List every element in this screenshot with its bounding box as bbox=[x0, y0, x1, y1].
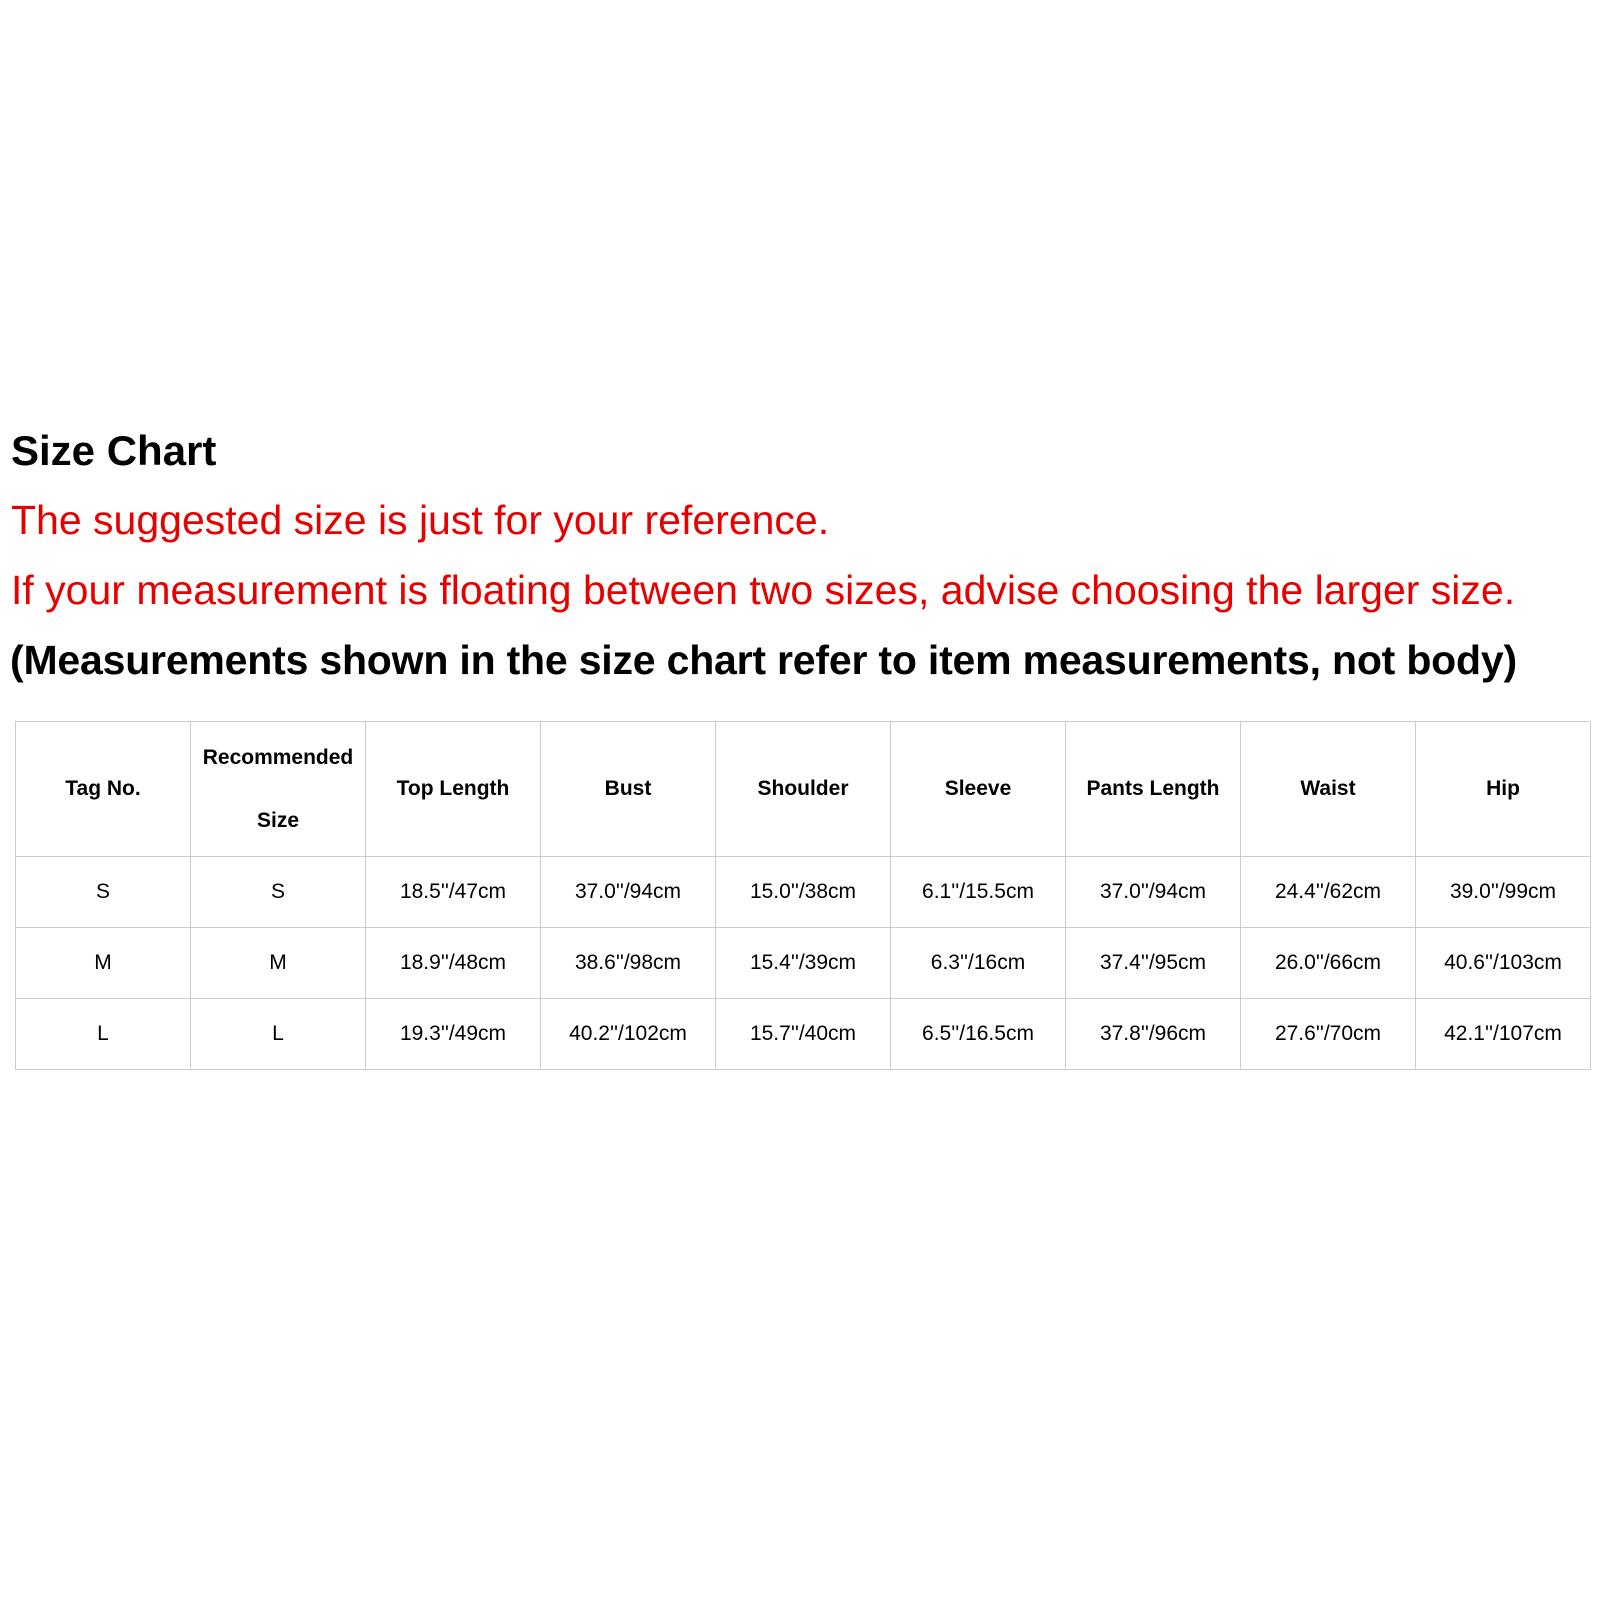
cell-tag-no: M bbox=[16, 928, 191, 999]
header-label: Pants Length bbox=[1086, 777, 1220, 801]
header-top-length bbox=[366, 722, 541, 857]
header-label: Tag No. bbox=[65, 777, 141, 801]
size-chart-title: Size Chart bbox=[11, 427, 217, 474]
cell-hip: 42.1''/107cm bbox=[1416, 999, 1591, 1070]
reference-note: The suggested size is just for your reference. bbox=[11, 497, 830, 543]
cell-pants-length: 37.0''/94cm bbox=[1066, 857, 1241, 928]
header-hip bbox=[1416, 722, 1591, 857]
cell-shoulder: 15.4''/39cm bbox=[716, 928, 891, 999]
sizing-advice-note: If your measurement is floating between two sizes, advise choosing the larger size. bbox=[11, 567, 1516, 613]
header-waist bbox=[1241, 722, 1416, 857]
header-pants-length bbox=[1066, 722, 1241, 857]
header-bust bbox=[541, 722, 716, 857]
cell-sleeve: 6.5''/16.5cm bbox=[891, 999, 1066, 1070]
header-label: Sleeve bbox=[944, 777, 1012, 801]
header-label: Hip bbox=[1486, 777, 1520, 801]
header-sleeve bbox=[891, 722, 1066, 857]
cell-pants-length: 37.8''/96cm bbox=[1066, 999, 1241, 1070]
cell-shoulder: 15.7''/40cm bbox=[716, 999, 891, 1070]
header-label: Recommended bbox=[202, 745, 354, 769]
cell-tag-no: L bbox=[16, 999, 191, 1070]
cell-waist: 26.0''/66cm bbox=[1241, 928, 1416, 999]
header-shoulder bbox=[716, 722, 891, 857]
cell-shoulder: 15.0''/38cm bbox=[716, 857, 891, 928]
table-row bbox=[16, 928, 1591, 999]
header-recommended-size bbox=[191, 722, 366, 857]
cell-sleeve: 6.3''/16cm bbox=[891, 928, 1066, 999]
cell-top-length: 18.5''/47cm bbox=[366, 857, 541, 928]
cell-recommended-size: M bbox=[191, 928, 366, 999]
size-table-body bbox=[16, 857, 1591, 1070]
cell-sleeve: 6.1''/15.5cm bbox=[891, 857, 1066, 928]
cell-recommended-size: L bbox=[191, 999, 366, 1070]
cell-recommended-size: S bbox=[191, 857, 366, 928]
header-tag-no bbox=[16, 722, 191, 857]
header-label: Shoulder bbox=[757, 777, 849, 801]
cell-top-length: 19.3''/49cm bbox=[366, 999, 541, 1070]
header-label: Waist bbox=[1300, 777, 1356, 801]
size-table-header bbox=[16, 722, 1591, 857]
cell-pants-length: 37.4''/95cm bbox=[1066, 928, 1241, 999]
header-label: Top Length bbox=[396, 777, 510, 801]
table-row bbox=[16, 857, 1591, 928]
cell-hip: 39.0''/99cm bbox=[1416, 857, 1591, 928]
header-label: Bust bbox=[604, 777, 652, 801]
cell-tag-no: S bbox=[16, 857, 191, 928]
cell-waist: 24.4''/62cm bbox=[1241, 857, 1416, 928]
cell-top-length: 18.9''/48cm bbox=[366, 928, 541, 999]
cell-bust: 37.0''/94cm bbox=[541, 857, 716, 928]
measurement-disclaimer: (Measurements shown in the size chart refer to item measurements, not body) bbox=[10, 637, 1517, 683]
cell-hip: 40.6''/103cm bbox=[1416, 928, 1591, 999]
cell-bust: 38.6''/98cm bbox=[541, 928, 716, 999]
header-label-line2: Size bbox=[256, 809, 300, 832]
header-row bbox=[16, 722, 1591, 857]
table-row bbox=[16, 999, 1591, 1070]
cell-waist: 27.6''/70cm bbox=[1241, 999, 1416, 1070]
size-table bbox=[15, 721, 1591, 1070]
cell-bust: 40.2''/102cm bbox=[541, 999, 716, 1070]
